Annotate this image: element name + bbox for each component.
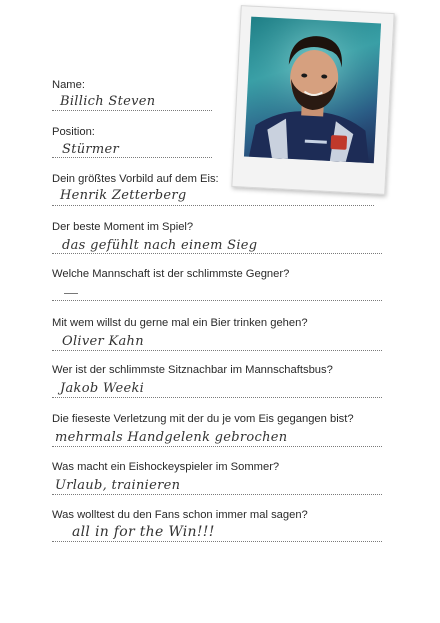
answer-name-line: [52, 110, 212, 111]
answer-summer-line: [52, 494, 382, 495]
answer-bus-neighbor-line: [52, 397, 382, 398]
answer-idol-line: [52, 205, 374, 206]
answer-best-moment: das gefühlt nach einem Sieg: [62, 238, 258, 253]
player-photo: [244, 17, 381, 164]
question-name-label: Name:: [52, 79, 85, 91]
answer-position-line: [52, 157, 212, 158]
answer-best-moment-line: [52, 253, 382, 254]
answer-summer: Urlaub, trainieren: [55, 478, 181, 493]
question-best-moment-label: Der beste Moment im Spiel?: [52, 221, 194, 233]
answer-fans-line: [52, 541, 382, 542]
answer-worst-opponent-dash: [64, 293, 78, 294]
answer-injury: mehrmals Handgelenk gebrochen: [55, 430, 288, 445]
question-position-label: Position:: [52, 126, 95, 138]
question-bus-neighbor-label: Wer ist der schlimmste Sitznachbar im Mannschaftsbus?: [52, 364, 333, 376]
question-fans-label: Was wolltest du den Fans schon immer mal sagen?: [52, 509, 308, 521]
player-photo-polaroid: [231, 5, 394, 195]
answer-beer-line: [52, 350, 382, 351]
answer-injury-line: [52, 446, 382, 447]
answer-fans: all in for the Win!!!: [72, 524, 215, 540]
question-injury-label: Die fieseste Verletzung mit der du je vom Eis gegangen bist?: [52, 413, 354, 425]
answer-position: Stürmer: [62, 142, 120, 157]
answer-worst-opponent-line: [52, 300, 382, 301]
question-worst-opponent-label: Welche Mannschaft ist der schlimmste Gegner?: [52, 268, 290, 280]
question-idol-label: Dein größtes Vorbild auf dem Eis:: [52, 173, 219, 185]
question-summer-label: Was macht ein Eishockeyspieler im Sommer?: [52, 461, 280, 473]
player-portrait-image: [244, 17, 381, 164]
answer-idol: Henrik Zetterberg: [60, 188, 187, 203]
answer-name: Billich Steven: [60, 94, 156, 109]
question-beer-label: Mit wem willst du gerne mal ein Bier trinken gehen?: [52, 317, 308, 329]
answer-beer: Oliver Kahn: [62, 334, 144, 349]
answer-bus-neighbor: Jakob Weeki: [60, 381, 145, 396]
